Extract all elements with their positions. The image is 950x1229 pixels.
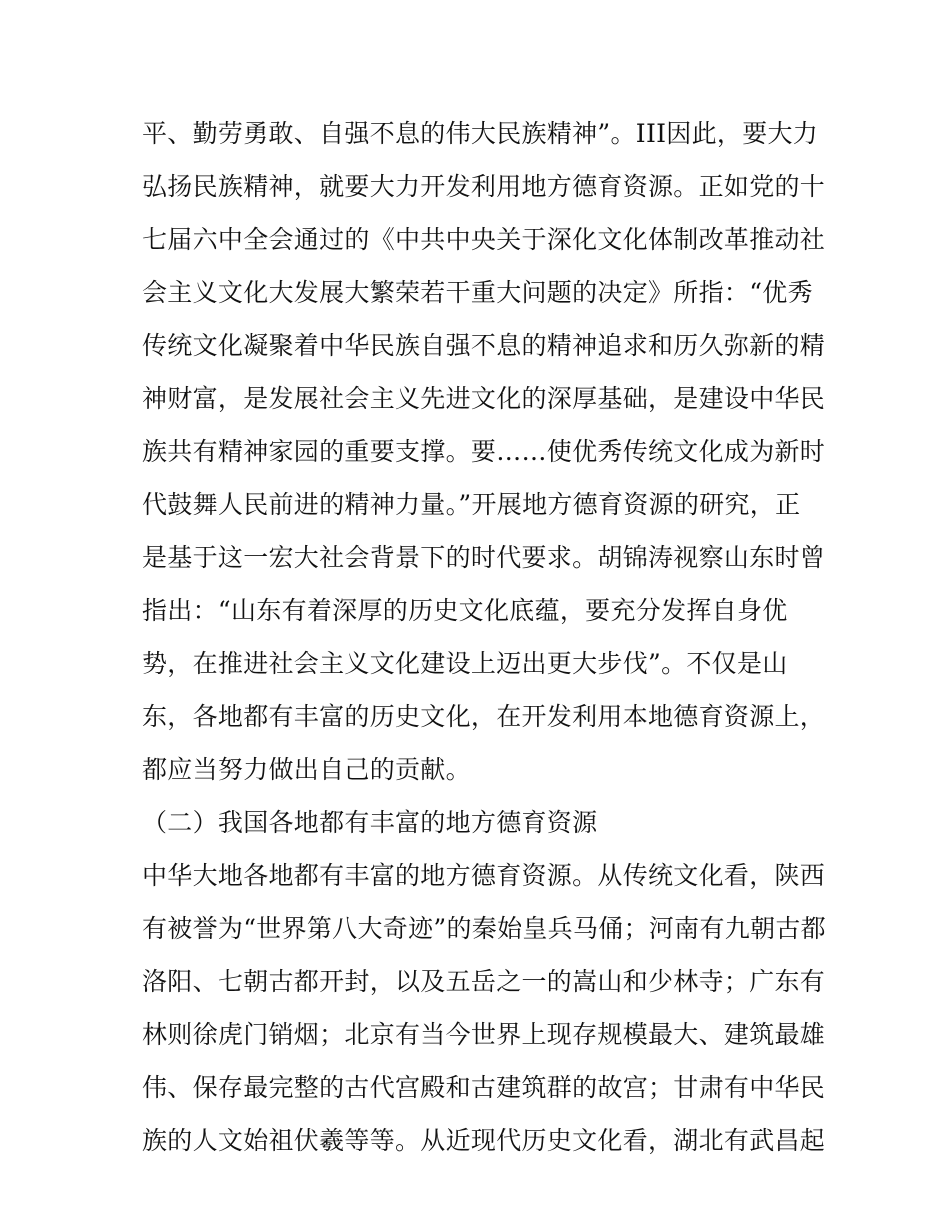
section-heading: （二）我国各地都有丰富的地方德育资源 <box>142 808 598 837</box>
text-line: 林则徐虎门销烟；北京有当今世界上现存规模最大、建筑最雄 <box>142 1020 826 1049</box>
text-line: 有被誉为“世界第八大奇迹”的秦始皇兵马俑；河南有九朝古都 <box>142 914 826 943</box>
text-line: 传统文化凝聚着中华民族自强不息的精神追求和历久弥新的精 <box>142 331 826 360</box>
text-line: 族的人文始祖伏羲等等。从近现代历史文化看，湖北有武昌起 <box>142 1126 826 1155</box>
text-line: 指出：“山东有着深厚的历史文化底蕴，要充分发挥自身优 <box>142 596 788 625</box>
text-line: 平、勤劳勇敢、自强不息的伟大民族精神”。III因此，要大力 <box>142 119 819 148</box>
text-line: 中华大地各地都有丰富的地方德育资源。从传统文化看，陕西 <box>142 861 826 890</box>
text-line: 七届六中全会通过的《中共中央关于深化文化体制改革推动社 <box>142 225 826 254</box>
text-line: 神财富，是发展社会主义先进文化的深厚基础，是建设中华民 <box>142 384 826 413</box>
text-line: 族共有精神家园的重要支撑。要……使优秀传统文化成为新时 <box>142 437 826 466</box>
text-line: 势，在推进社会主义文化建设上迈出更大步伐”。不仅是山 <box>142 649 788 678</box>
text-line: 弘扬民族精神，就要大力开发利用地方德育资源。正如党的十 <box>142 172 826 201</box>
text-line: 代鼓舞人民前进的精神力量。”开展地方德育资源的研究，正 <box>142 490 801 519</box>
text-line: 都应当努力做出自己的贡献。 <box>142 755 471 784</box>
text-line: 伟、保存最完整的古代宫殿和古建筑群的故宫；甘肃有中华民 <box>142 1073 826 1102</box>
text-line: 洛阳、七朝古都开封，以及五岳之一的嵩山和少林寺；广东有 <box>142 967 826 996</box>
text-line: 会主义文化大发展大繁荣若干重大问题的决定》所指：“优秀 <box>142 278 813 307</box>
text-line: 东，各地都有丰富的历史文化，在开发利用本地德育资源上， <box>142 702 826 731</box>
text-line: 是基于这一宏大社会背景下的时代要求。胡锦涛视察山东时曾 <box>142 543 826 572</box>
